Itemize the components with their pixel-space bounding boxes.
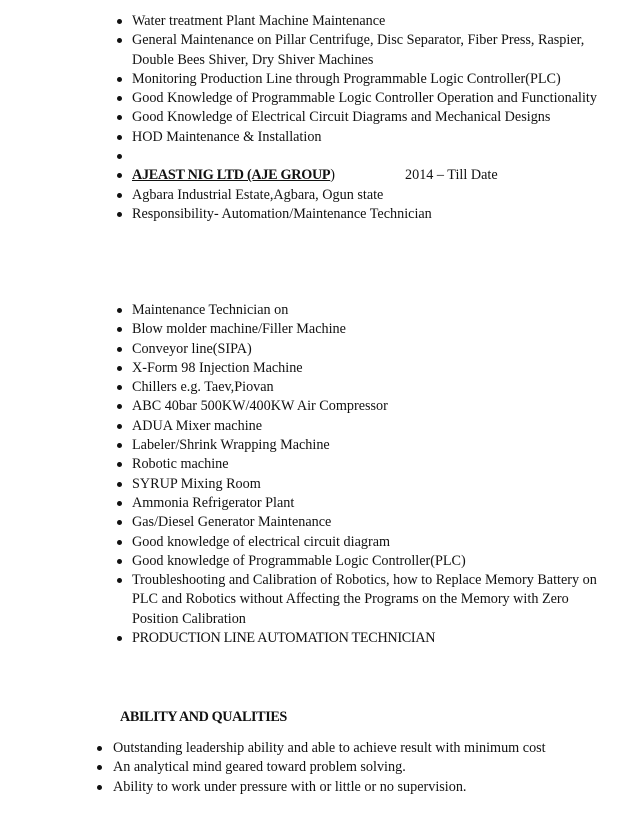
- list-item: Gas/Diesel Generator Maintenance: [132, 513, 602, 532]
- list-item: Chillers e.g. Taev,Piovan: [132, 378, 602, 397]
- job-location: Agbara Industrial Estate,Agbara, Ogun state: [132, 186, 384, 203]
- bullet-icon: [117, 38, 122, 43]
- list-item: Conveyor line(SIPA): [132, 340, 602, 359]
- bullet-icon: [117, 173, 122, 178]
- bullet-icon: [117, 212, 122, 217]
- company-name: AJEAST NIG LTD (AJE GROUP: [132, 167, 331, 184]
- bullet-icon: [117, 154, 122, 159]
- list-item: Ammonia Refrigerator Plant: [132, 494, 602, 513]
- bullet-icon: [97, 785, 102, 790]
- list-item: Good Knowledge of Programmable Logic Controller Operation and Functionality: [132, 89, 602, 108]
- list-item: Labeler/Shrink Wrapping Machine: [132, 436, 602, 455]
- list-item: ABC 40bar 500KW/400KW Air Compressor: [132, 397, 602, 416]
- list-item: HOD Maintenance & Installation: [132, 128, 602, 147]
- list-item: PRODUCTION LINE AUTOMATION TECHNICIAN: [132, 629, 602, 648]
- bullet-icon: [117, 96, 122, 101]
- bullet-icon: [117, 424, 122, 429]
- bullet-icon: [117, 347, 122, 352]
- company-suffix: ): [330, 167, 335, 184]
- list-item: Water treatment Plant Machine Maintenance: [132, 12, 602, 31]
- job-responsibility: Responsibility- Automation/Maintenance Technician: [132, 205, 432, 222]
- maintenance-list: [132, 301, 602, 648]
- list-item: Troubleshooting and Calibration of Robotics, how to Replace Memory Battery on PLC and Robotics without Affecting the Programs on the Memory with Zero Position Calibration: [132, 571, 602, 629]
- list-item: Monitoring Production Line through Programmable Logic Controller(PLC): [132, 70, 602, 89]
- list-item: Ability to work under pressure with or little or no supervision.: [113, 778, 603, 797]
- list-item: Robotic machine: [132, 455, 602, 474]
- bullet-icon: [117, 404, 122, 409]
- list-item: Good Knowledge of Electrical Circuit Diagrams and Mechanical Designs: [132, 108, 602, 127]
- bullet-icon: [117, 540, 122, 545]
- list-item: X-Form 98 Injection Machine: [132, 359, 602, 378]
- company-line: [132, 166, 602, 185]
- list-item: [132, 205, 602, 224]
- list-item: Good knowledge of electrical circuit diagram: [132, 533, 602, 552]
- bullet-icon: [117, 559, 122, 564]
- bullet-icon: [117, 501, 122, 506]
- list-item: Blow molder machine/Filler Machine: [132, 320, 602, 339]
- list-item: SYRUP Mixing Room: [132, 475, 602, 494]
- empty-list-item: [132, 147, 602, 166]
- bullet-icon: [97, 746, 102, 751]
- bullet-icon: [117, 636, 122, 641]
- bullet-icon: [117, 77, 122, 82]
- job-period: 2014 – Till Date: [405, 167, 498, 184]
- bullet-icon: [117, 366, 122, 371]
- bullet-icon: [117, 385, 122, 390]
- bullet-icon: [117, 578, 122, 583]
- list-item: [132, 186, 602, 205]
- bullet-icon: [117, 327, 122, 332]
- bullet-icon: [117, 443, 122, 448]
- bullet-icon: [97, 765, 102, 770]
- experience-list: [132, 12, 602, 224]
- bullet-icon: [117, 115, 122, 120]
- bullet-icon: [117, 308, 122, 313]
- list-item: Outstanding leadership ability and able to achieve result with minimum cost: [113, 739, 603, 758]
- bullet-icon: [117, 482, 122, 487]
- bullet-icon: [117, 520, 122, 525]
- abilities-heading: ABILITY AND QUALITIES: [120, 709, 287, 725]
- bullet-icon: [117, 19, 122, 24]
- bullet-icon: [117, 462, 122, 467]
- list-item: Maintenance Technician on: [132, 301, 602, 320]
- list-item: Good knowledge of Programmable Logic Controller(PLC): [132, 552, 602, 571]
- list-item: ADUA Mixer machine: [132, 417, 602, 436]
- bullet-icon: [117, 193, 122, 198]
- list-item: An analytical mind geared toward problem solving.: [113, 758, 603, 777]
- bullet-icon: [117, 135, 122, 140]
- list-item: General Maintenance on Pillar Centrifuge, Disc Separator, Fiber Press, Raspier, Double Bees Shiver, Dry Shiver Machines: [132, 31, 602, 70]
- abilities-list: [113, 739, 603, 797]
